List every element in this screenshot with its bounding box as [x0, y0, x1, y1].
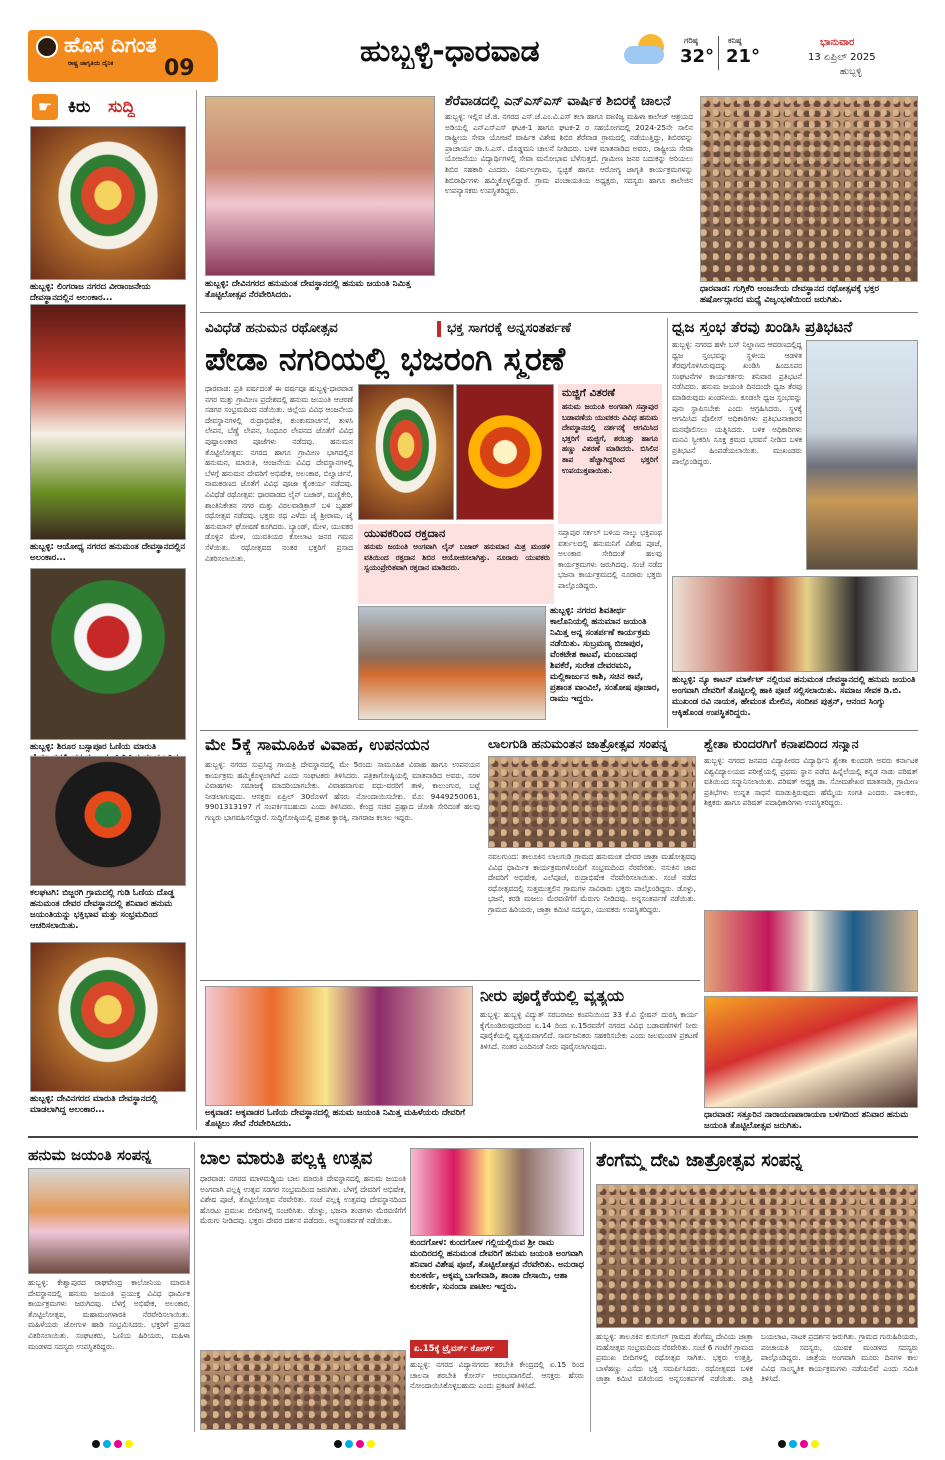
weather-icon — [622, 34, 670, 68]
pointing-hand-icon: ☛ — [32, 94, 58, 120]
devinagara-caption: ಹುಬ್ಬಳ್ಳಿ: ದೇವಿನಗರದ ಹನುಮಂತ ದೇವಸ್ಥಾನದಲ್ಲಿ ಹನುಮ ಜಯಂತಿ ನಿಮಿತ್ತ ತೊಟ್ಟಿಲೋತ್ಸವ ನೆರವೇರಿಸಿದರು. — [205, 279, 411, 300]
kirusuddi-caption-3: ಹುಬ್ಬಳ್ಳಿ: ಶಿರೂರ ಬಸ್ಸಾಪೂರ ಓಣಿಯ ಮಾರುತಿ — [30, 742, 157, 752]
registration-dots-right — [778, 1440, 819, 1448]
devinagara-thottilotsava-photo — [205, 96, 435, 276]
masthead — [0, 0, 945, 86]
cotton-market-caption: ಹುಬ್ಬಳ್ಳಿ: ನ್ಯೂ ಕಾಟನ್ ಮಾರ್ಕೆಟ್ ನಲ್ಲಿರುವ ಹನುಮಂತ ದೇವಸ್ಥಾನದಲ್ಲಿ ಹನುಮ ಜಯಂತಿ ಅಂಗವಾಗಿ ದೇವರಿಗೆ ತೊಟ್ಟಿಲಲ್ಲಿ ಹಾಕಿ ಪೂಜೆ ಸಲ್ಲಿಸಲಾಯಿತು. ಸಮಾಜ ಸೇವಕ ಡಿ.ಬಿ. ಮುಖಂಡ ರವಿ ನಾಯಕ, ಹೇಮಂತ ಮೇಲಿನ, ಸಂದೀಪ ಪುತ್ರನ್, ಆನಂದ ಸಿಂಗ್ಯು ಆಕ್ಕಿಹೊಂಡ ಉಪಸ್ಥಿತರಿದ್ದರು. — [672, 675, 916, 718]
kirusuddi-photo-4 — [30, 756, 186, 886]
dhwaja-protest-photo — [806, 340, 918, 570]
bala-maruti-headline: ಬಾಲ ಮಾರುತಿ ಪಲ್ಲಕ್ಕಿ ಉತ್ಸವ — [200, 1148, 373, 1169]
neeru-headline: ನೀರು ಪೂರೈಕೆಯಲ್ಲಿ ವ್ಯತ್ಯಯ — [480, 986, 625, 1005]
lead-headline: ಪೇಡಾ ನಗರಿಯಲ್ಲಿ ಭಜರಂಗಿ ಸ್ಮರಣೆ — [205, 340, 566, 378]
neeru-body: ಹುಬ್ಬಳ್ಳಿ: ಹುಬ್ಬಳ್ಳಿ ವಿದ್ಯುತ್ ಸರಬರಾಜು ಕಂಪನಿಯಿಂದ 33 ಕೆ.ವಿ ಸ್ಟೇಷನ್ ದುರಸ್ತಿ ಕಾರ್ಯ ಕೈಗೊಂಡಿರುವುದರಿಂದ ಏ.14 ರಿಂದ ಏ.15ರವರೆಗೆ ನಗರದ ವಿವಿಧ ಬಡಾವಣೆಗಳಿಗೆ ನೀರು ಪೂರೈಕೆಯಲ್ಲಿ ವ್ಯತ್ಯಯವಾಗಲಿದೆ. ಸಾರ್ವಜನಿಕರು ಸಹಕರಿಸಬೇಕು ಎಂದು ಜಲಮಂಡಳಿ ಪ್ರಕಟಣೆ ತಿಳಿಸಿದೆ. ನಂತರ ಎಂದಿನಂತೆ ನೀರು ಪೂರೈಸಲಾಗುವುದು. — [480, 1010, 698, 1051]
akkavada-caption: ಅಕ್ಕವಾಡ: ಅಕ್ಕವಾಡರ ಓಣಿಯ ದೇವಸ್ಥಾನದಲ್ಲಿ ಹನುಮ ಜಯಂತಿ ನಿಮಿತ್ತ ಮಹಿಳೆಯರು ದೇವರಿಗೆ ತೊಟ್ಟಿಲು ಸೇವೆ ನೆರವೇರಿಸಿದರು. — [205, 1108, 466, 1129]
lead-kicker-a: ವಿವಿಧೆಡೆ ಹನುಮನ ರಥೋತ್ಸವ — [205, 320, 338, 336]
logo-tagline: ರಾಷ್ಟ್ರ ಜಾಗೃತಿಯ ದೈನಿಕ — [68, 60, 114, 67]
kirusuddi-column — [28, 90, 188, 1130]
tengemma-photo — [596, 1184, 918, 1328]
blood-donation-box — [358, 524, 554, 604]
majjige-title: ಮಜ್ಜಿಗೆ ವಿತರಣೆ — [562, 387, 616, 399]
lalagudi-headline: ಲಾಲಗುಡಿ ಹನುಮಂತನ ಜಾತ್ರೋತ್ಸವ ಸಂಪನ್ನ — [488, 736, 668, 751]
lead-idol-photo-2 — [456, 384, 554, 520]
guggikeri-rathotsava-photo — [700, 96, 918, 282]
majjige-box — [558, 384, 662, 524]
kirusuddi-photo-2 — [30, 304, 186, 540]
pallakki-photo — [200, 1350, 406, 1430]
registration-dots-left — [92, 1440, 133, 1448]
kundagol-caption: ಕುಂದಗೋಳ: ಕುಂದಗೋಳ ಗಲ್ಲಿಯಲ್ಲಿರುವ ಶ್ರೀ ರಾಮ ಮಂದಿರದಲ್ಲಿ ಹನುಮಂತ ದೇವರಿಗೆ ಹನುಮ ಜಯಂತಿ ಅಂಗವಾಗಿ ಶನಿವಾರ ವಿಶೇಷ ಪೂಜೆ, ತೊಟ್ಟಿಲೋತ್ಸವ ನೆರವೇರಿತು. ಅನುರಾಧ ಕುಲಕರ್ಣಿ, ಅಕ್ಕಮ್ಮ ಬಾಗೇವಾಡಿ, ಶಾಂತಾ ದೇಸಾಯಿ, ಆಶಾ ಕುಲಕರ್ಣಿ, ಸುನಂದಾ ಪಾಟೀಲ ಇದ್ದರು. — [410, 1238, 584, 1292]
kirusuddi-photo-1 — [30, 126, 186, 280]
max-temp: 32° — [680, 46, 715, 67]
annasantarpane-caption: ಹುಬ್ಬಳ್ಳಿ: ನಗರದ ಶಿವತೀರ್ಥ ಕಾಲೊನಿಯಲ್ಲಿ ಹನುಮಾನ ಜಯಂತಿ ನಿಮಿತ್ತ ಅನ್ನ ಸಂತರ್ಪಣೆ ಕಾರ್ಯಕ್ರಮ ನಡೆಯಿತು. ಸುಬ್ರಮಣ್ಯ ಬಿಜಾಪುರ, ವೆಂಕಟೇಶ ಕಾಟವೆ, ಮಂಜುನಾಥ ಶಿವಕೆರೆ, ಸುರೇಶ ದೇವರಮನಿ, ಮಲ್ಲಿಕಾರ್ಜುನ ಕಾಶಿ, ಸಚಿನ ಕಾವೆ, ಪ್ರಶಾಂತ ವಾಂವಿಲೆ, ಸಂತೋಷ ಪೂಜಾರ, ರಾಮು ಇದ್ದರು. — [550, 606, 660, 704]
driving-course-box — [410, 1340, 584, 1432]
hanuma-jayanti-body: ಹುಬ್ಬಳ್ಳಿ: ಕೇಶ್ವಾಪುರದ ರಾಘವೇಂದ್ರ ಕಾಲೋನಿಯ ಮಾರುತಿ ದೇವಸ್ಥಾನದಲ್ಲಿ ಹನುಮ ಜಯಂತಿ ಪ್ರಯುಕ್ತ ವಿವಿಧ ಧಾರ್ಮಿಕ ಕಾರ್ಯಕ್ರಮಗಳು ಜರುಗಿದವು. ಬೆಳಗ್ಗೆ ಅಭಿಷೇಕ, ಅಲಂಕಾರ, ತೊಟ್ಟಿಲೋತ್ಸವ, ಮಹಾಮಂಗಳಾರತಿ ನೆರವೇರಿಸಲಾಯಿತು. ಮಹಿಳೆಯರು ಜೋಗುಳ ಹಾಡಿ ಸಂಭ್ರಮಿಸಿದರು. ಭಕ್ತರಿಗೆ ಪ್ರಸಾದ ವಿತರಿಸಲಾಯಿತು. ಸಂಘಟಕರು, ಓಣಿಯ ಹಿರಿಯರು, ಮಹಿಳಾ ಮಂಡಳದ ಸದಸ್ಯರು ಉಪಸ್ಥಿತರಿದ್ದರು. — [28, 1278, 190, 1351]
kirusuddi-header — [28, 92, 188, 122]
nss-headline: ಶೆರೆವಾಡದಲ್ಲಿ ಎನ್ಎಸ್ಎಸ್ ವಾರ್ಷಿಕ ಶಿಬಿರಕ್ಕೆ ಚಾಲನೆ — [445, 94, 671, 109]
logo-text: ಹೊಸ ದಿಗಂತ — [64, 33, 157, 57]
kundagol-photo — [410, 1148, 584, 1236]
shweta-headline: ಶ್ವೇತಾ ಕುಂದರಗಿಗೆ ಕನಾಪದಿಂದ ಸನ್ಮಾನ — [704, 736, 859, 751]
registration-dots-center — [334, 1440, 375, 1448]
majjige-body: ಹನುಮ ಜಯಂತಿ ಅಂಗವಾಗಿ ಸಪ್ತಾಪುರ ಬಡಾವಣೆಯ ಯುವಕರು ವಿವಿಧ ಹನುಮ ದೇವಸ್ಥಾನದಲ್ಲಿ ದರ್ಶನಕ್ಕೆ ಆಗಮಿಸಿದ ಭಕ್ತರಿಗೆ ಮಜ್ಜಿಗೆ, ಶರಬತ್ತು ಹಾಗೂ ಹಣ್ಣು ವಿತರಣೆ ಮಾಡಿದರು. ಬಿಸಿಲಿನ ತಾಪ ಹೆಚ್ಚಾಗಿದ್ದರಿಂದ ಭಕ್ತರಿಗೆ ಉಪಯುಕ್ತವಾಯಿತು. — [562, 402, 658, 475]
shweta-felicitation-photo — [704, 910, 918, 992]
guggikeri-caption: ಧಾರವಾಡ: ಗುಗ್ಗಿಕೆರಿ ಆಂಜನೇಯ ದೇವಸ್ಥಾನದ ರಥೋತ್ಸವಕ್ಕೆ ಭಕ್ತರ ಹರ್ಷೋದ್ಗಾರದ ಮಧ್ಯೆ ವಿಜೃಂಭಣೆಯಿಂದ ಜರುಗಿತು. — [700, 284, 879, 305]
kirusuddi-caption-1: ಹುಬ್ಬಳ್ಳಿ: ಲಿಂಗರಾಜ ನಗರದ ವೀರಾಂಜನೇಯ ದೇವಸ್ಥಾನದಲ್ಲಿನ ಅಲಂಕಾರ... — [30, 282, 151, 303]
logo-block — [28, 30, 218, 82]
lalagudi-photo — [488, 756, 696, 848]
kirusuddi-photo-3 — [30, 568, 186, 740]
annasantarpane-photo — [358, 606, 546, 720]
cotton-market-photo — [672, 576, 918, 672]
lead-body-1: ಧಾರವಾಡ: ಪ್ರತಿ ವರ್ಷದಂತೆ ಈ ವರ್ಷವೂ ಹುಬ್ಬಳ್ಳಿ-ಧಾರವಾಡ ನಗರ ಮತ್ತು ಗ್ರಾಮೀಣ ಪ್ರದೇಶದಲ್ಲಿ ಹನುಮ ಜಯಂತಿ ಆಚರಣೆ ಸಡಗರ ಸಂಭ್ರಮದಿಂದ ನಡೆಯಿತು. ಜಿಲ್ಲೆಯ ವಿವಿಧ ಆಂಜನೇಯ ದೇವಸ್ಥಾನಗಳಲ್ಲಿ ರುದ್ರಾಭಿಷೇಕ, ಕುಂಕುಮಾರ್ಚನೆ, ತುಳಸಿ ಲೇಪನ, ಬೆಣ್ಣೆ ಲೇಪನ, ಸಿಂಧೂರ ಲೇಪನದ ಜೊತೆಗೆ ವಿವಿಧ ಪುಷ್ಪಾಲಂಕಾರ ಪೂಜೆಗಳು ನಡೆದವು. ಹನುಮನ ತೊಟ್ಟಿಲೋತ್ಸವ: ನಗರದ ಹಾಗೂ ಗ್ರಾಮೀಣ ಭಾಗದಲ್ಲಿನ ಹನುಮನ, ಮಾರುತಿ, ಆಂಜನೇಯ ವಿವಿಧ ದೇವಸ್ಥಾನಗಳಲ್ಲಿ ಬೆಳಗ್ಗೆ ಹನುಮನ ದೇವರಿಗೆ ಅಭಿಷೇಕ, ಅಲಂಕಾರ, ಬಿಲ್ವಾರ್ಚನೆ, ನಾಮಕರಣದ ಜೊತೆಗೆ ವಿವಿಧ ಪೂಜಾ ಕೈಂಕರ್ಯ ನಡೆದವು. ವಿವಿಧೆಡೆ ರಥೋತ್ಸವ: ಧಾರವಾಡದ ಲೈನ್ ಬಜಾರ್, ಮಣ್ಣಿಕೇರಿ, ಶಾಂತಿನಿಕೇತನ ನಗರ ಮತ್ತು ವಿಠಲವಾಡಿಕ್ರಾಸ್ ಬಳಿ ಬೃಹತ್ ರಥೋತ್ಸವ ನಡೆದವು. ಭಕ್ತರು ರಥ ಎಳೆದು ಜೈ ಶ್ರೀರಾಮ, ಜೈ ಹನುಮಾನ್ ಘೋಷಣೆ ಕೂಗಿದರು. ಬ್ಯಾಂಡ್, ಮೇಳ, ಯುವಕರ ಡೊಳ್ಳಿನ ಮೇಳ, ಯುವತಿಯರ ಕೋಲಾಟ ಜನರ ಗಮನ ಸೆಳೆಯಿತು. ರಥೋತ್ಸವದ ನಂತರ ಭಕ್ತರಿಗೆ ಪ್ರಸಾದ ವಿತರಿಸಲಾಯಿತು. — [205, 384, 353, 563]
hanuma-jayanti-photo — [28, 1168, 190, 1274]
lead-kicker — [205, 318, 663, 340]
marriage-body: ಹುಬ್ಬಳ್ಳಿ: ನಗರದ ಸುಪ್ರಸಿದ್ಧ ಗಾಯತ್ರಿ ದೇವಸ್ಥಾನದಲ್ಲಿ ಮೇ 5ರಂದು ಸಾಮೂಹಿಕ ವಿವಾಹ ಹಾಗೂ ಉಪನಯನ ಕಾರ್ಯಕ್ರಮ ಹಮ್ಮಿಕೊಳ್ಳಲಾಗಿದೆ ಎಂದು ಸಂಘಟಕರು ತಿಳಿಸಿದರು. ಪತ್ರಿಕಾಗೋಷ್ಠಿಯಲ್ಲಿ ಮಾತನಾಡಿದ ಅವರು, ಸರಳ ವಿವಾಹಗಳು ಸಮಾಜಕ್ಕೆ ಮಾದರಿಯಾಗಬೇಕು. ವಿವಾಹವಾಗುವ ವಧು-ವರರಿಗೆ ತಾಳಿ, ಕಾಲುಂಗುರ, ಬಟ್ಟೆ ನೀಡಲಾಗುವುದು. ಆಸಕ್ತರು ಏಪ್ರಿಲ್ 30ರೊಳಗೆ ಹೆಸರು ನೋಂದಾಯಿಸಬೇಕು. ಮೊ: 9449250061, 9901313197 ಗೆ ಸಂಪರ್ಕಿಸಬಹುದು ಎಂದು ತಿಳಿಸಿದರು. ಕೇಂದ್ರ ಸಚಿವ ಪ್ರಹ್ಲಾದ ಜೋಶಿ ಸೇರಿದಂತೆ ಹಲವು ಗಣ್ಯರು ಭಾಗವಹಿಸಲಿದ್ದಾರೆ. ಸುದ್ದಿಗೋಷ್ಠಿಯಲ್ಲಿ ಪ್ರಕಾಶ ಕ್ಯಾರಕ್ಕಿ, ನಾಗರಾಜ ಕಲಾಲ ಇದ್ದರು. — [205, 760, 480, 822]
min-temp: 21° — [726, 46, 761, 67]
kirusuddi-title-a: ಕಿರು — [68, 97, 91, 117]
shweta-body: ಹುಬ್ಬಳ್ಳಿ: ನಗರದ ಜನಪದ ವಿದ್ಯಾಪೀಠದ ವಿದ್ಯಾರ್ಥಿನಿ ಶ್ವೇತಾ ಕುಂದರಗಿ ಅವರು ಕರ್ನಾಟಕ ವಿಶ್ವವಿದ್ಯಾಲಯದ ಪರೀಕ್ಷೆಯಲ್ಲಿ ಪ್ರಥಮ ಸ್ಥಾನ ಪಡೆದ ಹಿನ್ನೆಲೆಯಲ್ಲಿ ಕನ್ನಡ ನಾಡು ಪರಿಷತ್ ವತಿಯಿಂದ ಸನ್ಮಾನಿಸಲಾಯಿತು. ಪರಿಷತ್ ಅಧ್ಯಕ್ಷ ಡಾ. ಸೋಮಶೇಖರ ಮಾತನಾಡಿ, ಗ್ರಾಮೀಣ ಪ್ರತಿಭೆಗಳು ಉನ್ನತ ಸಾಧನೆ ಮಾಡುತ್ತಿರುವುದು ಹೆಮ್ಮೆಯ ಸಂಗತಿ ಎಂದರು. ಪಾಲಕರು, ಶಿಕ್ಷಕರು ಹಾಗೂ ಪರಿಷತ್ ಪದಾಧಿಕಾರಿಗಳು ಉಪಸ್ಥಿತರಿದ್ದರು. — [704, 756, 918, 808]
marriage-headline: ಮೇ 5ಕ್ಕೆ ಸಾಮೂಹಿಕ ವಿವಾಹ, ಉಪನಯನ — [205, 735, 430, 754]
issue-city: ಹುಬ್ಬಳ್ಳಿ — [840, 67, 862, 77]
lalagudi-body: ನವಲಗುಂದ: ತಾಲೂಕಿನ ಲಾಲಗುಡಿ ಗ್ರಾಮದ ಹನುಮಂತ ದೇವರ ಜಾತ್ರಾ ಮಹೋತ್ಸವವು ವಿವಿಧ ಧಾರ್ಮಿಕ ಕಾರ್ಯಕ್ರಮಗಳೊಂದಿಗೆ ಸಂಭ್ರಮದಿಂದ ನೆರವೇರಿತು. ನಸುಕಿನ ಜಾವ ದೇವರಿಗೆ ಅಭಿಷೇಕ, ಎಲೆಪೂಜೆ, ರುದ್ರಾಭಿಷೇಕ ನೆರವೇರಿಸಲಾಯಿತು. ಸಂಜೆ ನಡೆದ ರಥೋತ್ಸವದಲ್ಲಿ ಸುತ್ತಮುತ್ತಲಿನ ಗ್ರಾಮಗಳ ಸಾವಿರಾರು ಭಕ್ತರು ಪಾಲ್ಗೊಂಡಿದ್ದರು. ಡೊಳ್ಳು, ಭಜನೆ, ಕರಡಿ ಮಜಲು ಮೆರವಣಿಗೆಗೆ ಮೆರುಗು ನೀಡಿದವು. ಅನ್ನಸಂತರ್ಪಣೆ ನಡೆಯಿತು. ಗ್ರಾಮದ ಹಿರಿಯರು, ಜಾತ್ರಾ ಕಮಿಟಿ ಸದಸ್ಯರು, ಯುವಕರು ಉಪಸ್ಥಿತರಿದ್ದರು. — [488, 852, 696, 914]
kirusuddi-title-b: ಸುದ್ದಿ — [108, 97, 135, 117]
min-temp-label: ಕನಿಷ್ಠ — [728, 36, 742, 45]
kirusuddi-caption-5: ಹುಬ್ಬಳ್ಳಿ: ದೇವಿನಗರದ ಮಾರುತಿ ದೇವಸ್ಥಾನದಲ್ಲಿ ಮಾಡಲಾಗಿದ್ದ ಅಲಂಕಾರ... — [30, 1094, 158, 1115]
bala-maruti-body: ಧಾರವಾಡ: ನಗರದ ಮಾಳಮಡ್ಡಿಯ ಬಾಲ ಮಾರುತಿ ದೇವಸ್ಥಾನದಲ್ಲಿ ಹನುಮ ಜಯಂತಿ ಅಂಗವಾಗಿ ಪಲ್ಲಕ್ಕಿ ಉತ್ಸವ ಸಡಗರ ಸಂಭ್ರಮದಿಂದ ಜರುಗಿತು. ಬೆಳಗ್ಗೆ ದೇವರಿಗೆ ಅಭಿಷೇಕ, ವಿಶೇಷ ಪೂಜೆ, ತೊಟ್ಟಿಲೋತ್ಸವ ನೆರವೇರಿತು. ಸಂಜೆ ಪಲ್ಲಕ್ಕಿ ಉತ್ಸವವು ದೇವಸ್ಥಾನದಿಂದ ಹೊರಟು ಪ್ರಮುಖ ಬೀದಿಗಳಲ್ಲಿ ಸಂಚರಿಸಿತು. ಡೊಳ್ಳು, ಭಜನಾ ತಂಡಗಳು ಮೆರವಣಿಗೆಗೆ ಮೆರುಗು ನೀಡಿದವು. ಭಕ್ತರು ದೇವರ ದರ್ಶನ ಪಡೆದರು. ಅನ್ನಸಂತರ್ಪಣೆ ನಡೆಯಿತು. — [200, 1174, 406, 1226]
blood-body: ಹನುಮ ಜಯಂತಿ ಅಂಗವಾಗಿ ಲೈನ್ ಬಜಾರ್ ಹನುಮಾನ ಮಿತ್ರ ಮಂಡಳಿ ವತಿಯಿಂದ ರಕ್ತದಾನ ಶಿಬಿರ ಆಯೋಜಿಸಲಾಗಿತ್ತು. ನೂರಾರು ಯುವಕರು ಸ್ವಯಂಪ್ರೇರಿತವಾಗಿ ರಕ್ತದಾನ ಮಾಡಿದರು. — [364, 542, 550, 573]
driving-course-label: ಏ.15ಕ್ಕೆ ಟ್ರೈವರ್ಸ್ ಕೋರ್ಸ್ — [410, 1340, 508, 1358]
blood-title: ಯುವಕರಿಂದ ರಕ್ತದಾನ — [364, 526, 446, 540]
sattur-photo — [704, 996, 918, 1108]
dhwaja-headline: ಧ್ವಜ ಸ್ತಂಭ ತೆರವು ಖಂಡಿಸಿ ಪ್ರತಿಭಟನೆ — [672, 318, 853, 336]
logo-emblem-icon — [36, 36, 58, 58]
tengemma-headline: ತೆಂಗೆಮ್ಮ ದೇವಿ ಜಾತ್ರೋತ್ಸವ ಸಂಪನ್ನ — [596, 1150, 803, 1171]
issue-date: 13 ಏಪ್ರಿಲ್ 2025 — [808, 52, 876, 63]
kirusuddi-caption-2: ಹುಬ್ಬಳ್ಳಿ: ಆಯೋಧ್ಯ ನಗರದ ಹನುಮಂತ ದೇವಸ್ಥಾನದಲ್ಲಿನ ಅಲಂಕಾರ... — [30, 542, 186, 563]
akkavada-photo — [205, 986, 473, 1106]
edition-title: ಹುಬ್ಬಳ್ಳಿ-ಧಾರವಾಡ — [360, 34, 540, 69]
lead-kicker-b: ಭಕ್ತ ಸಾಗರಕ್ಕೆ ಅನ್ನಸಂತರ್ಪಣೆ — [447, 320, 572, 336]
lead-body-2: ಸಪ್ತಾಪುರ ಸರ್ಕಲ್ ಬಳಿಯ ನಾಲ್ಕು ಭಕ್ತಿಪಂಥ ವರ್ತುಲದಲ್ಲಿ ಹನುಮನಿಗೆ ವಿಶೇಷ ಪೂಜೆ, ಅಲಂಕಾರ ಸೇರಿದಂತೆ ಹಲವು ಕಾರ್ಯಕ್ರಮಗಳು ಜರುಗಿದವು. ಸಂಜೆ ನಡೆದ ಭಜನಾ ಕಾರ್ಯಕ್ರಮದಲ್ಲಿ ನೂರಾರು ಭಕ್ತರು ಪಾಲ್ಗೊಂಡಿದ್ದರು. — [558, 528, 662, 590]
nss-body: ಹುಬ್ಬಳ್ಳಿ: ಇಲ್ಲಿನ ಜೆ.ಜಿ. ನಗರದ ಎಸ್.ಜೆ.ಎಂ.ವಿ.ಎಸ್ ಕಲಾ ಹಾಗೂ ವಾಣಿಜ್ಯ ಮಹಿಳಾ ಕಾಲೇಜ್ ಆಶ್ರಯದ ಅಡಿಯಲ್ಲಿ ಎನ್ಎಸ್ಎಸ್ ಘಟಕ-1 ಹಾಗೂ ಘಟಕ-2 ರ ಸಹಯೋಗದಲ್ಲಿ 2024-25ನೇ ಸಾಲಿನ ರಾಷ್ಟ್ರೀಯ ಸೇವಾ ಯೋಜನೆ ವಾರ್ಷಿಕ ವಿಶೇಷ ಶಿಬಿರ ಶೆರೆವಾಡ ಗ್ರಾಮದಲ್ಲಿ ನಡೆಯುತ್ತಿದ್ದು, ಶಿಬಿರವನ್ನು ಪ್ರಾಚಾರ್ಯ ಡಾ.ಸಿ.ಎಸ್. ದೊಡ್ಡಮನಿ ಚಾಲನೆ ನೀಡಿದರು. ಬಳಿಕ ಮಾತನಾಡಿದ ಅವರು, ರಾಷ್ಟ್ರೀಯ ಸೇವಾ ಯೋಜನೆಯು ವಿದ್ಯಾರ್ಥಿಗಳಲ್ಲಿ ಸೇವಾ ಮನೋಭಾವ ಬೆಳೆಸುತ್ತದೆ. ಗ್ರಾಮೀಣ ಜನರ ಬದುಕನ್ನು ಅರಿಯಲು ಶಿಬಿರ ಸಹಕಾರಿ ಎಂದರು. ನಿರ್ಮಲಗ್ರಾಮ, ಸ್ವಚ್ಛತೆ ಹಾಗೂ ಆರೋಗ್ಯ ಜಾಗೃತಿ ಕಾರ್ಯಕ್ರಮಗಳನ್ನು ಶಿಬಿರಾರ್ಥಿಗಳು ಹಮ್ಮಿಕೊಳ್ಳಲಿದ್ದಾರೆ. ಗ್ರಾಮ ಪಂಚಾಯತಿಯ ಅಧ್ಯಕ್ಷರು, ಸದಸ್ಯರು ಹಾಗೂ ಕಾಲೇಜಿನ ಉಪನ್ಯಾಸಕರು ಉಪಸ್ಥಿತರಿದ್ದರು. — [445, 112, 693, 196]
tengemma-body: ಹುಬ್ಬಳ್ಳಿ: ತಾಲೂಕಿನ ಕುಸುಗಲ್ ಗ್ರಾಮದ ತೆಂಗೆಮ್ಮ ದೇವಿಯ ಜಾತ್ರಾ ಮಹೋತ್ಸವ ಸಂಭ್ರಮದಿಂದ ನೆರವೇರಿತು. ಸಂಜೆ 6 ಗಂಟೆಗೆ ಗ್ರಾಮದ ಪ್ರಮುಖ ಬೀದಿಗಳಲ್ಲಿ ರಥೋತ್ಸವ ಸಾಗಿತು. ಭಕ್ತರು ಉತ್ತತ್ತಿ, ಬಾಳೆಹಣ್ಣು ಎಸೆದು ಭಕ್ತಿ ಸಮರ್ಪಿಸಿದರು. ರಥೋತ್ಸವದ ಬಳಿಕ ಜಾತ್ರಾ ಕಮಿಟಿ ವತಿಯಿಂದ ಅನ್ನಸಂತರ್ಪಣೆ ನಡೆಯಿತು. ರಾತ್ರಿ ಬಯಲಾಟ, ನಾಟಕ ಪ್ರದರ್ಶನ ಜರುಗಿತು. ಗ್ರಾಮದ ಗುರುಹಿರಿಯರು, ಪಂಚಾಯತಿ ಸದಸ್ಯರು, ಯುವಕ ಮಂಡಳದ ಸದಸ್ಯರು ಪಾಲ್ಗೊಂಡಿದ್ದರು. ಜಾತ್ರೆಯ ಅಂಗವಾಗಿ ಮೂರು ದಿನಗಳ ಕಾಲ ವಿವಿಧ ಸಾಂಸ್ಕೃತಿಕ ಕಾರ್ಯಕ್ರಮಗಳು ನಡೆಯಲಿವೆ ಎಂದು ಸಮಿತಿ ತಿಳಿಸಿದೆ. — [596, 1332, 918, 1384]
page-number: 09 — [164, 56, 195, 81]
dhwaja-body: ಹುಬ್ಬಳ್ಳಿ: ನಗರದ ಹಳೇ ಬಸ್ ನಿಲ್ದಾಣದ ಆವರಣದಲ್ಲಿದ್ದ ಧ್ವಜ ಸ್ತಂಭವನ್ನು ಸ್ಥಳೀಯ ಆಡಳಿತ ತೆರವುಗೊಳಿಸಿರುವುದನ್ನು ಖಂಡಿಸಿ ಹಿಂದೂಪರ ಸಂಘಟನೆಗಳ ಕಾರ್ಯಕರ್ತರು ಶನಿವಾರ ಪ್ರತಿಭಟನೆ ನಡೆಸಿದರು. ಹನುಮ ಜಯಂತಿ ದಿನದಂದೇ ಧ್ವಜ ತೆರವು ಮಾಡಿರುವುದು ಖಂಡನೀಯ. ಕೂಡಲೇ ಧ್ವಜ ಸ್ತಂಭವನ್ನು ಪುನಃ ಸ್ಥಾಪಿಸಬೇಕು ಎಂದು ಆಗ್ರಹಿಸಿದರು. ಸ್ಥಳಕ್ಕೆ ಆಗಮಿಸಿದ ಪೊಲೀಸ್ ಅಧಿಕಾರಿಗಳು ಪ್ರತಿಭಟನಾಕಾರರ ಮನವೊಲಿಸಲು ಯತ್ನಿಸಿದರು. ಬಳಿಕ ಅಧಿಕಾರಿಗಳು ಮನವಿ ಸ್ವೀಕರಿಸಿ ಸೂಕ್ತ ಕ್ರಮದ ಭರವಸೆ ನೀಡಿದ ಬಳಿಕ ಪ್ರತಿಭಟನೆ ಹಿಂಪಡೆಯಲಾಯಿತು. ಮುಖಂಡರು ಪಾಲ್ಗೊಂಡಿದ್ದರು. — [672, 340, 802, 466]
kirusuddi-photo-5 — [30, 942, 186, 1092]
lead-idol-photo-1 — [358, 384, 454, 520]
driving-course-body: ಹುಬ್ಬಳ್ಳಿ: ನಗರದ ವಿದ್ಯಾನಗರದ ತರಬೇತಿ ಕೇಂದ್ರದಲ್ಲಿ ಏ.15 ರಿಂದ ಚಾಲನಾ ತರಬೇತಿ ಕೋರ್ಸ್ ಆರಂಭವಾಗಲಿದೆ. ಆಸಕ್ತರು ಹೆಸರು ನೋಂದಾಯಿಸಿಕೊಳ್ಳಬಹುದು ಎಂದು ಪ್ರಕಟಣೆ ತಿಳಿಸಿದೆ. — [410, 1360, 584, 1391]
max-temp-label: ಗರಿಷ್ಠ — [684, 36, 698, 45]
hanuma-jayanti-headline: ಹನುಮ ಜಯಂತಿ ಸಂಪನ್ನ — [28, 1146, 152, 1164]
issue-day: ಭಾನುವಾರ — [820, 37, 855, 48]
sattur-caption: ಧಾರವಾಡ: ಸತ್ತೂರಿನ ನಾರಾಯಣಪಾರಾಯಣ ಬಳಗದಿಂದ ಶನಿವಾರ ಹನುಮ ಜಯಂತಿ ತೊಟ್ಟಿಲೋತ್ಸವ ಜರುಗಿತು. — [704, 1110, 909, 1131]
kirusuddi-caption-4: ಕಲಘಟಗಿ: ಬಿಜ್ಜರಗಿ ಗ್ರಾಮದಲ್ಲಿ ಗುಡಿ ಓಣಿಯ ದೊಡ್ಡ ಹನುಮಂತ ದೇವರ ದೇವಸ್ಥಾನದಲ್ಲಿ ಶನಿವಾರ ಹನುಮ ಜಯಂತಿಯನ್ನು ಭಕ್ತಿಭಾವ ಮತ್ತು ಸಂಭ್ರಮದಿಂದ ಆಚರಿಸಲಾಯಿತು. — [30, 888, 175, 931]
